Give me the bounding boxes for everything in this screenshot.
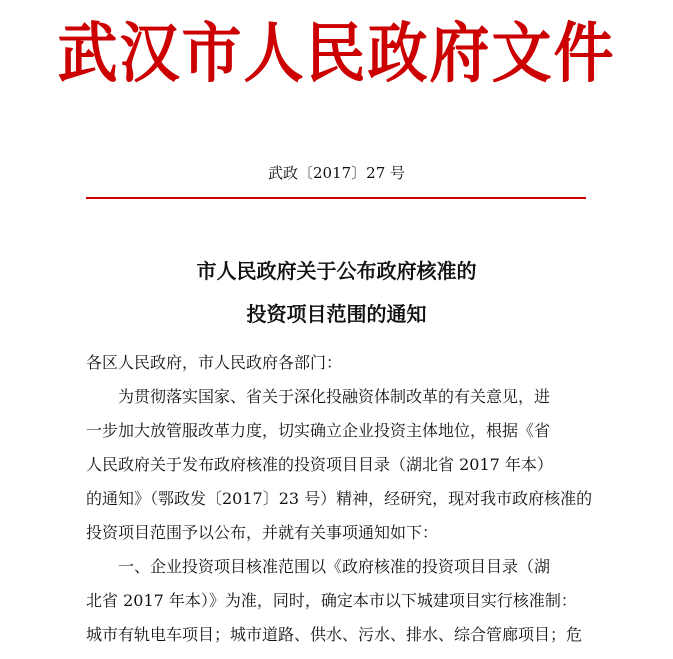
document-number: 武政〔2017〕27 号 [267,164,406,182]
body-line: 为贯彻落实国家、省关于深化投融资体制改革的有关意见，进 [118,387,551,406]
issuer-header: 武汉市人民政府文件 [57,16,616,92]
document-body [86,346,593,652]
body-line: 城市有轨电车项目；城市道路、供水、污水、排水、综合管廊项目；危 [86,625,583,644]
body-line: 的通知》（鄂政发〔2017〕23 号）精神，经研究，现对我市政府核准的 [86,489,593,508]
body-line: 一、企业投资项目核准范围以《政府核准的投资项目目录（湖 [118,557,551,576]
body-line: 北省 2017 年本）》为准，同时，确定本市以下城建项目实行核准制： [86,591,577,610]
salutation: 各区人民政府，市人民政府各部门： [86,353,343,372]
red-divider [86,197,586,199]
document-title-line-2: 投资项目范围的通知 [246,302,427,326]
body-line: 投资项目范围予以公布，并就有关事项通知如下： [86,523,439,542]
body-line: 人民政府关于发布政府核准的投资项目目录（湖北省 2017 年本） [86,455,553,474]
body-line: 一步加大放管服改革力度，切实确立企业投资主体地位，根据《省 [86,421,551,440]
document-title-line-1: 市人民政府关于公布政府核准的 [196,259,477,283]
